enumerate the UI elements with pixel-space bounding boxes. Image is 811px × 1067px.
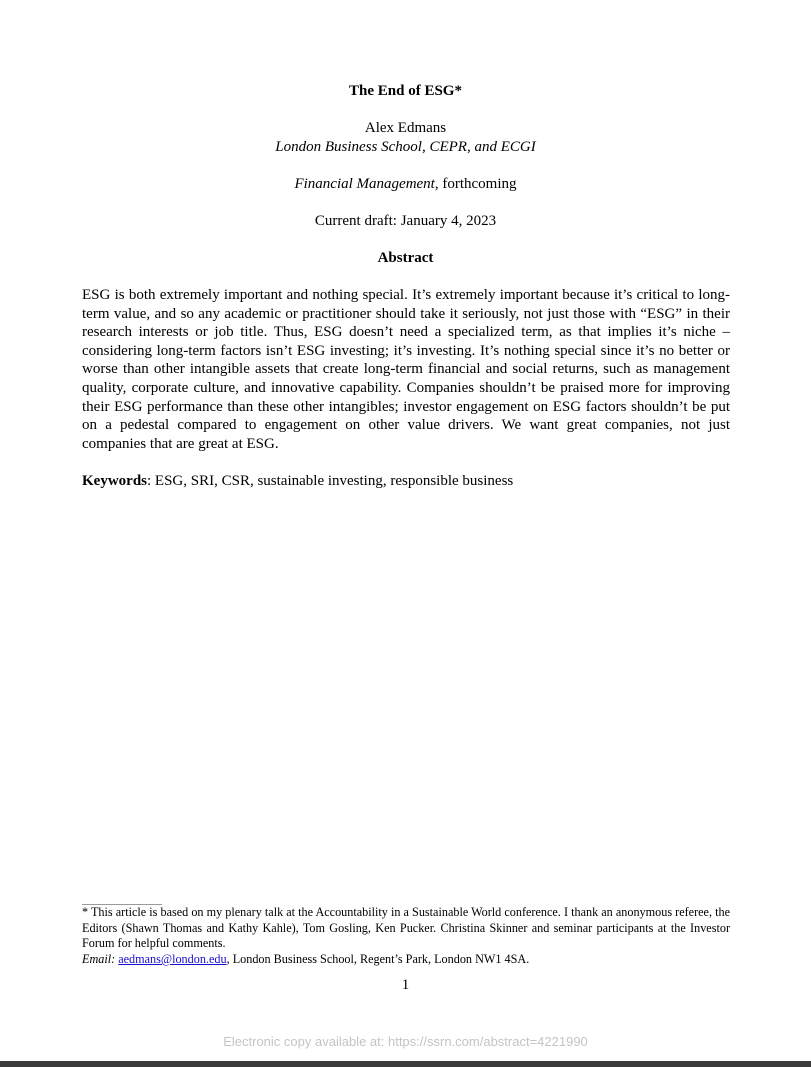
email-label: Email: [82,952,116,966]
paper-title: The End of ESG* [349,83,462,99]
abstract-text: ESG is both extremely important and nothing special. It’s extremely important because it’s critical to long-term value, and so any academic or practitioner should take it seriously, not just those with “ESG” in their research interests or job title. Thus, ESG doesn’t need a specialized term, as that implies it’s niche – considering long-term factors isn’t ESG investing; it’s investing. It’s nothing special since it’s no better or worse than other intangible assets that create long-term financial and social returns, such as management quality, corporate culture, and innovative capability. Companies shouldn’t be praised more for improving their ESG performance than these other intangibles; investor engagement on ESG factors shouldn’t be put on a pedestal compared to engagement on other value drivers. We want great companies, not just companies that are great at ESG. [82,287,730,452]
footnote-text: * This article is based on my plenary talk at the Accountability in a Sustainable World conference. I thank an anonymous referee, the Editors (Shawn Thomas and Kathy Kahle), Tom Gosling, Ken Pucker. Christina Skinner and seminar participants at the Investor Forum for helpful comments. [82,905,730,950]
author-name: Alex Edmans [364,120,447,136]
journal-line [0,175,811,194]
abstract-heading: Abstract [377,250,434,266]
ssrn-watermark: Electronic copy available at: https://ssrn.com/abstract=4221990 [223,1034,588,1049]
contact-address: , London Business School, Regent’s Park, London NW1 4SA. [226,952,530,966]
keywords-line [82,472,730,491]
footnote-contact [82,952,730,968]
viewer-bottom-bar [0,1061,811,1067]
email-link[interactable]: aedmans@london.edu [118,952,227,966]
keywords-label: Keywords [82,473,147,489]
journal-status: , forthcoming [434,176,517,192]
author-affiliation: London Business School, CEPR, and ECGI [275,139,536,155]
draft-date: Current draft: January 4, 2023 [314,213,497,229]
page-number: 1 [401,977,410,993]
journal-name: Financial Management [294,176,435,192]
keywords-list: : ESG, SRI, CSR, sustainable investing, responsible business [147,473,514,489]
